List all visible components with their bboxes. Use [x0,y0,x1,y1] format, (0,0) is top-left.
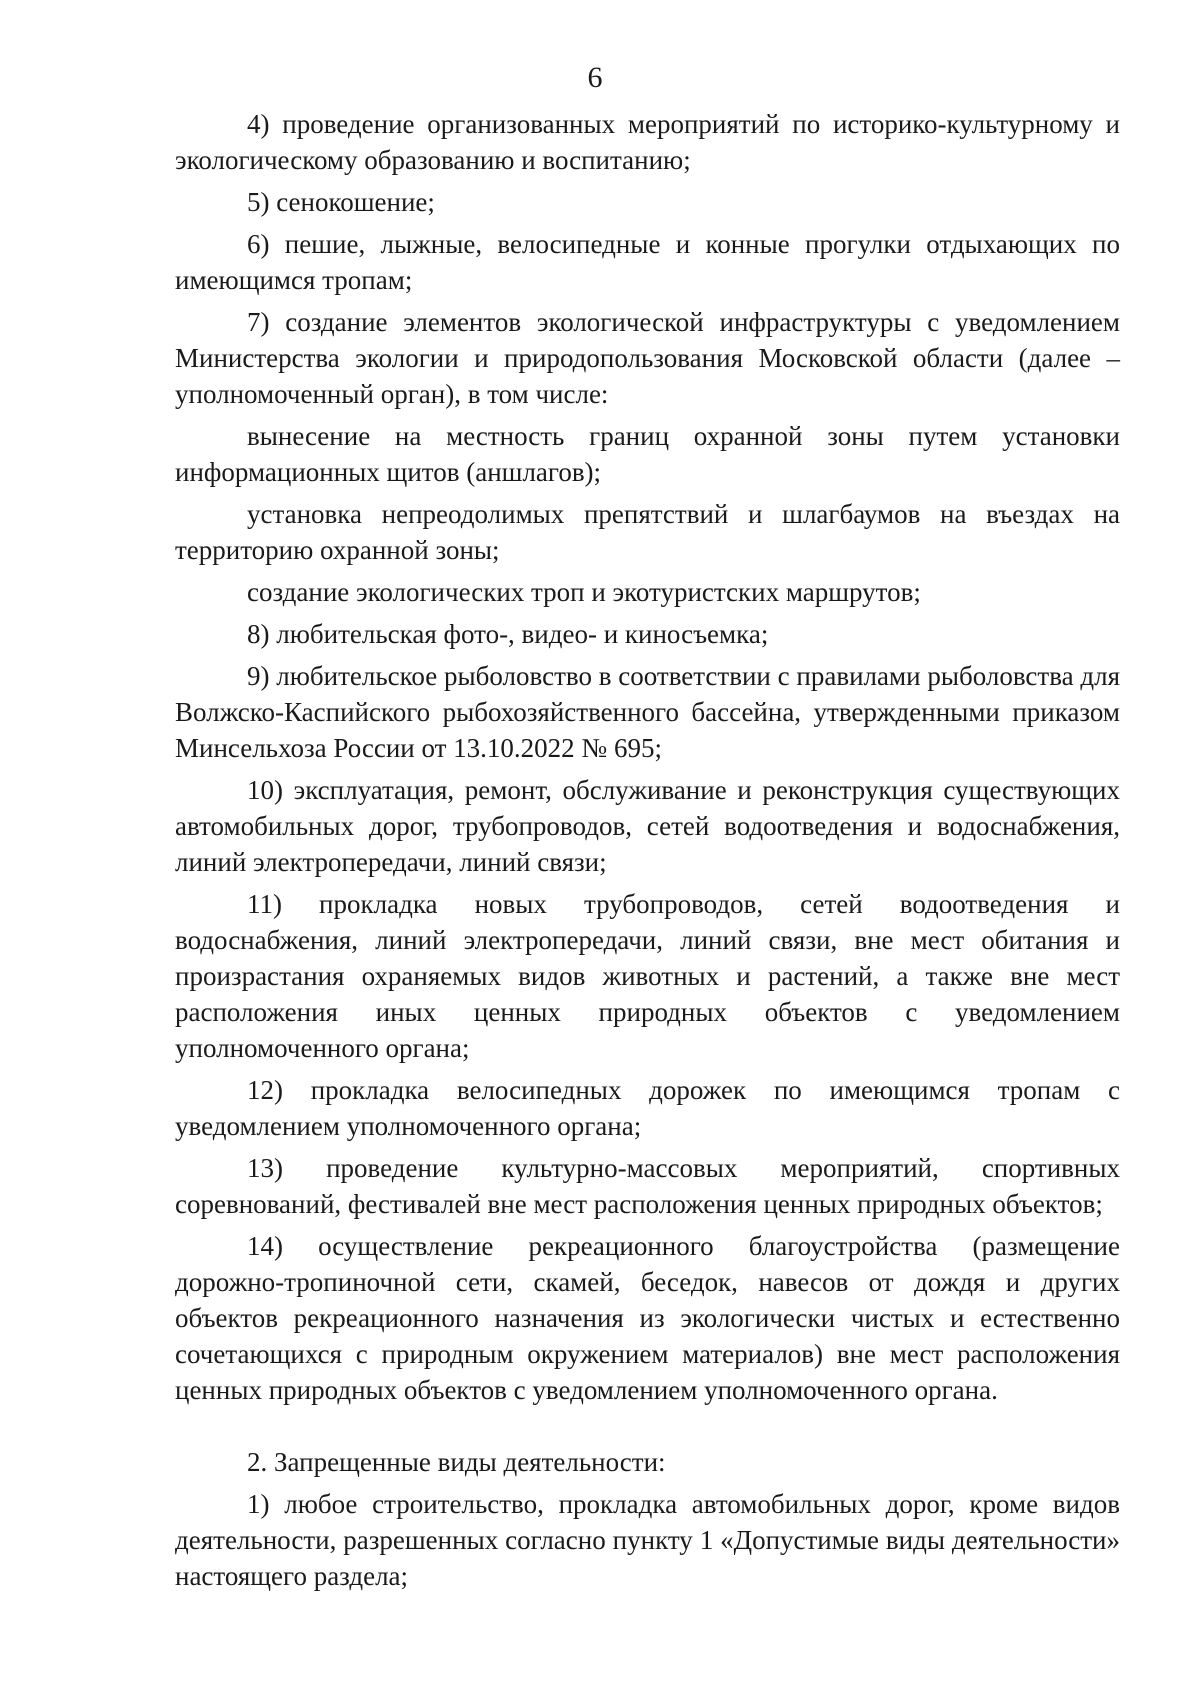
list-item: 10) эксплуатация, ремонт, обслуживание и реконструкция существующих автомобильных дорог, трубопроводов, сетей водоотведения и водоснабжения, линий электропередачи, линий связи; [175,775,1120,877]
list-item: 7) создание элементов экологической инфраструктуры с уведомлением Министерства экологии и природопользования Московской области (далее – уполномоченный орган), в том числе: [175,307,1120,409]
list-item: 6) пешие, лыжные, велосипедные и конные прогулки отдыхающих по имеющимся тропам; [175,229,1120,295]
section-heading: 2. Запрещенные виды деятельности: [247,1447,666,1477]
sub-item: создание экологических троп и экотуристских маршрутов; [247,577,921,607]
list-item: 14) осуществление рекреационного благоустройства (размещение дорожно-тропиночной сети, скамей, беседок, навесов от дождя и других объектов рекреационного назначения из экологически чистых и естественно сочетающихся с природным окружением материалов) вне мест расположения ценных природных объектов с уведомлением уполномоченного органа. [175,1231,1120,1405]
document-body [175,106,1120,1600]
list-item: 13) проведение культурно-массовых мероприятий, спортивных соревнований, фестивалей вне мест расположения ценных природных объектов; [175,1153,1120,1219]
list-item: 1) любое строительство, прокладка автомобильных дорог, кроме видов деятельности, разрешенных согласно пункту 1 «Допустимые виды деятельности» настоящего раздела; [175,1489,1120,1591]
list-item: 5) сенокошение; [247,187,435,217]
sub-item: вынесение на местность границ охранной зоны путем установки информационных щитов (аншлагов); [175,421,1120,487]
list-item: 11) прокладка новых трубопроводов, сетей водоотведения и водоснабжения, линий электропередачи, линий связи, вне мест обитания и произрастания охраняемых видов животных и растений, а также вне мест расположения иных ценных природных объектов с уведомлением уполномоченного органа; [175,889,1120,1063]
list-item: 9) любительское рыболовство в соответствии с правилами рыболовства для Волжско-Каспийского рыбохозяйственного бассейна, утвержденными приказом Минсельхоза России от 13.10.2022 № 695; [175,661,1120,763]
list-item: 12) прокладка велосипедных дорожек по имеющимся тропам с уведомлением уполномоченного органа; [175,1075,1120,1141]
list-item: 8) любительская фото-, видео- и киносъемка; [247,619,769,649]
sub-item: установка непреодолимых препятствий и шлагбаумов на въездах на территорию охранной зоны; [175,499,1120,565]
page-number: 6 [587,61,603,94]
list-item: 4) проведение организованных мероприятий по историко-культурному и экологическому образованию и воспитанию; [175,109,1120,175]
